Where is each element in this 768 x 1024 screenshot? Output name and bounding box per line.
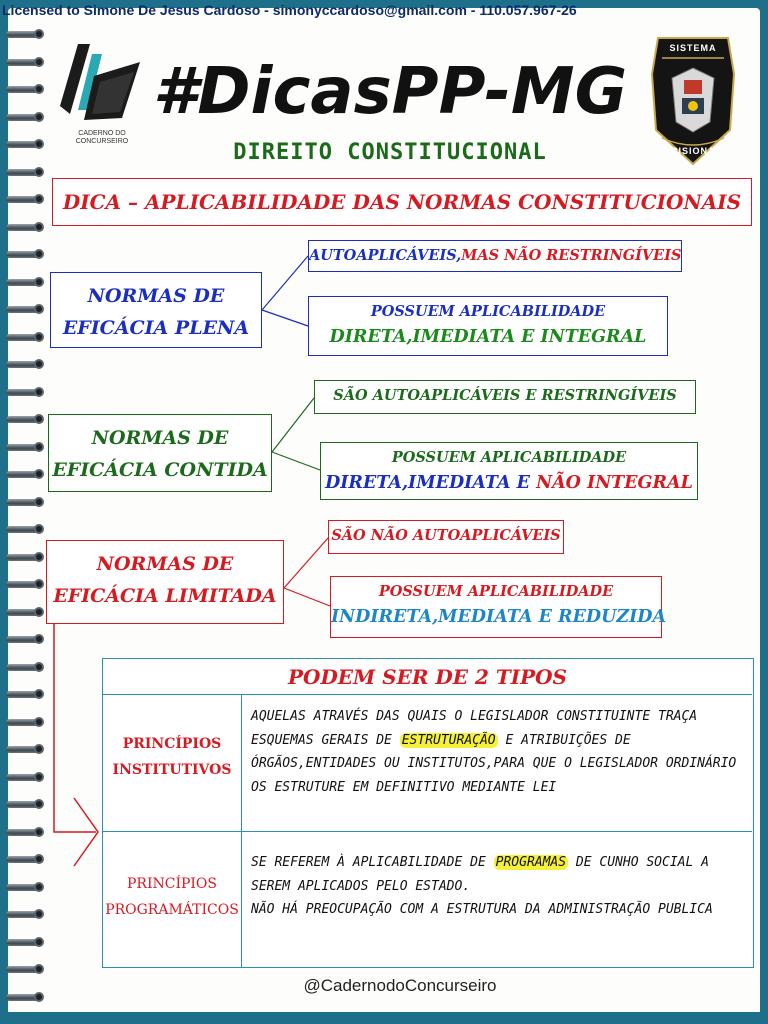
plena-box1-part2: MAS NÃO RESTRINGÍVEIS — [461, 247, 682, 264]
contida-detail-2 — [320, 442, 698, 500]
norma-eficacia-contida — [48, 414, 272, 492]
main-title-box: DICA – APLICABILIDADE DAS NORMAS CONSTITUCIONAIS — [52, 178, 752, 226]
spiral-ring-icon — [6, 991, 44, 1003]
spiral-ring-icon — [6, 743, 44, 755]
spiral-binding-icon — [0, 0, 48, 1024]
spiral-ring-icon — [6, 28, 44, 40]
spiral-ring-icon — [6, 496, 44, 508]
plena-box2-line2: DIRETA,IMEDIATA E INTEGRAL — [329, 327, 647, 347]
tipos-table — [102, 658, 754, 968]
spiral-ring-icon — [6, 908, 44, 920]
row2-text-a: SE REFEREM À APLICABILIDADE DE — [251, 855, 494, 870]
spiral-ring-icon — [6, 138, 44, 150]
spiral-ring-icon — [6, 853, 44, 865]
row2-label-line1: PRINCÍPIOS — [126, 876, 217, 892]
footer-handle: @CadernodoConcurseiro — [303, 976, 497, 995]
contida-box2-line1: POSSUEM APLICABILIDADE — [391, 449, 627, 466]
spiral-ring-icon — [6, 523, 44, 535]
contida-detail-1: SÃO AUTOAPLICÁVEIS E RESTRINGÍVEIS — [314, 380, 696, 414]
spiral-ring-icon — [6, 83, 44, 95]
row1-label-line1: PRINCÍPIOS — [122, 736, 222, 752]
contida-label-line2: EFICÁCIA CONTIDA — [52, 459, 268, 481]
spiral-ring-icon — [6, 716, 44, 728]
plena-label-line2: EFICÁCIA PLENA — [62, 317, 250, 339]
badge-bottom-text: PRISIONAL — [663, 146, 722, 156]
plena-detail-1 — [308, 240, 682, 272]
spiral-ring-icon — [6, 413, 44, 425]
plena-label-line1: NORMAS DE — [87, 285, 225, 307]
principios-institutivos-label — [103, 731, 241, 783]
row2-highlight: PROGRAMAS — [495, 855, 567, 870]
spiral-ring-icon — [6, 441, 44, 453]
principios-programaticos-label — [103, 871, 241, 923]
limitada-box2-line1: POSSUEM APLICABILIDADE — [378, 583, 614, 600]
limitada-box2-line2: INDIRETA,MEDIATA E REDUZIDA — [331, 607, 667, 627]
spiral-ring-icon — [6, 166, 44, 178]
spiral-ring-icon — [6, 303, 44, 315]
plena-box2-line1: POSSUEM APLICABILIDADE — [370, 303, 606, 320]
spiral-ring-icon — [6, 578, 44, 590]
row1-label-line2: INSTITUTIVOS — [112, 762, 232, 778]
principios-programaticos-text — [251, 851, 747, 922]
row1-highlight: ESTRUTURAÇÃO — [401, 732, 496, 748]
spiral-ring-icon — [6, 386, 44, 398]
spiral-ring-icon — [6, 606, 44, 618]
bottom-frame — [0, 1012, 768, 1024]
spiral-ring-icon — [6, 468, 44, 480]
logo-caption-line2: CONCURSEIRO — [75, 138, 129, 145]
row1-text-a: AQUELAS ATRAVÉS DAS QUAIS O LEGISLADOR CONSTITUINTE TRAÇA ESQUEMAS GERAIS DE — [251, 709, 698, 748]
limitada-detail-2 — [330, 576, 667, 638]
plena-detail-2 — [308, 296, 668, 356]
spiral-ring-icon — [6, 633, 44, 645]
logo-caption-line1: CADERNO DO — [78, 130, 126, 137]
contida-box2-line2-part2: NÃO INTEGRAL — [536, 473, 693, 493]
spiral-ring-icon — [6, 936, 44, 948]
row1-text-b: E ATRIBUIÇÕES DE ÓRGÃOS,ENTIDADES OU INSTITUTOS,PARA QUE O LEGISLADOR ORDINÁRIO OS ESTRUTURE EM DEFINITIVO MEDIANTE LEI — [251, 732, 737, 795]
principios-institutivos-text — [251, 705, 747, 799]
contida-box2-line2-part1: DIRETA,IMEDIATA E — [325, 473, 537, 493]
spiral-ring-icon — [6, 248, 44, 260]
spiral-ring-icon — [6, 826, 44, 838]
license-watermark: Licensed to Simone De Jesus Cardoso - simonyccardoso@gmail.com - 110.057.967-26 — [2, 2, 577, 18]
spiral-ring-icon — [6, 193, 44, 205]
page-subtitle: DIREITO CONSTITUCIONAL — [233, 140, 547, 165]
row2-text-c: NÃO HÁ PREOCUPAÇÃO COM A ESTRUTURA DA ADMINISTRAÇÃO PUBLICA — [251, 902, 713, 917]
badge-top-text: SISTEMA — [669, 43, 717, 53]
spiral-ring-icon — [6, 111, 44, 123]
norma-eficacia-plena — [50, 272, 262, 348]
spiral-ring-icon — [6, 661, 44, 673]
spiral-ring-icon — [6, 798, 44, 810]
spiral-ring-icon — [6, 881, 44, 893]
spiral-ring-icon — [6, 688, 44, 700]
contida-label-line1: NORMAS DE — [91, 427, 229, 449]
spiral-ring-icon — [6, 56, 44, 68]
plena-box1-part1: AUTOAPLICÁVEIS, — [309, 247, 462, 264]
limitada-label-line2: EFICÁCIA LIMITADA — [53, 585, 277, 607]
spiral-ring-icon — [6, 276, 44, 288]
spiral-ring-icon — [6, 358, 44, 370]
table-divider — [103, 831, 752, 832]
page-title: #DicasPP-MG — [152, 55, 628, 129]
spiral-ring-icon — [6, 331, 44, 343]
caderno-logo-icon — [56, 36, 146, 151]
norma-eficacia-limitada — [46, 540, 284, 624]
limitada-detail-1: SÃO NÃO AUTOAPLICÁVEIS — [328, 520, 564, 554]
row2-text-b: DE CUNHO SOCIAL A SEREM APLICADOS PELO ESTADO. — [251, 855, 709, 894]
spiral-ring-icon — [6, 963, 44, 975]
sistema-prisional-badge-icon — [648, 34, 738, 168]
row2-label-line2: PROGRAMÁTICOS — [105, 902, 239, 918]
tipos-header: PODEM SER DE 2 TIPOS — [103, 659, 752, 695]
spiral-ring-icon — [6, 771, 44, 783]
limitada-label-line1: NORMAS DE — [96, 553, 234, 575]
spiral-ring-icon — [6, 551, 44, 563]
spiral-ring-icon — [6, 221, 44, 233]
